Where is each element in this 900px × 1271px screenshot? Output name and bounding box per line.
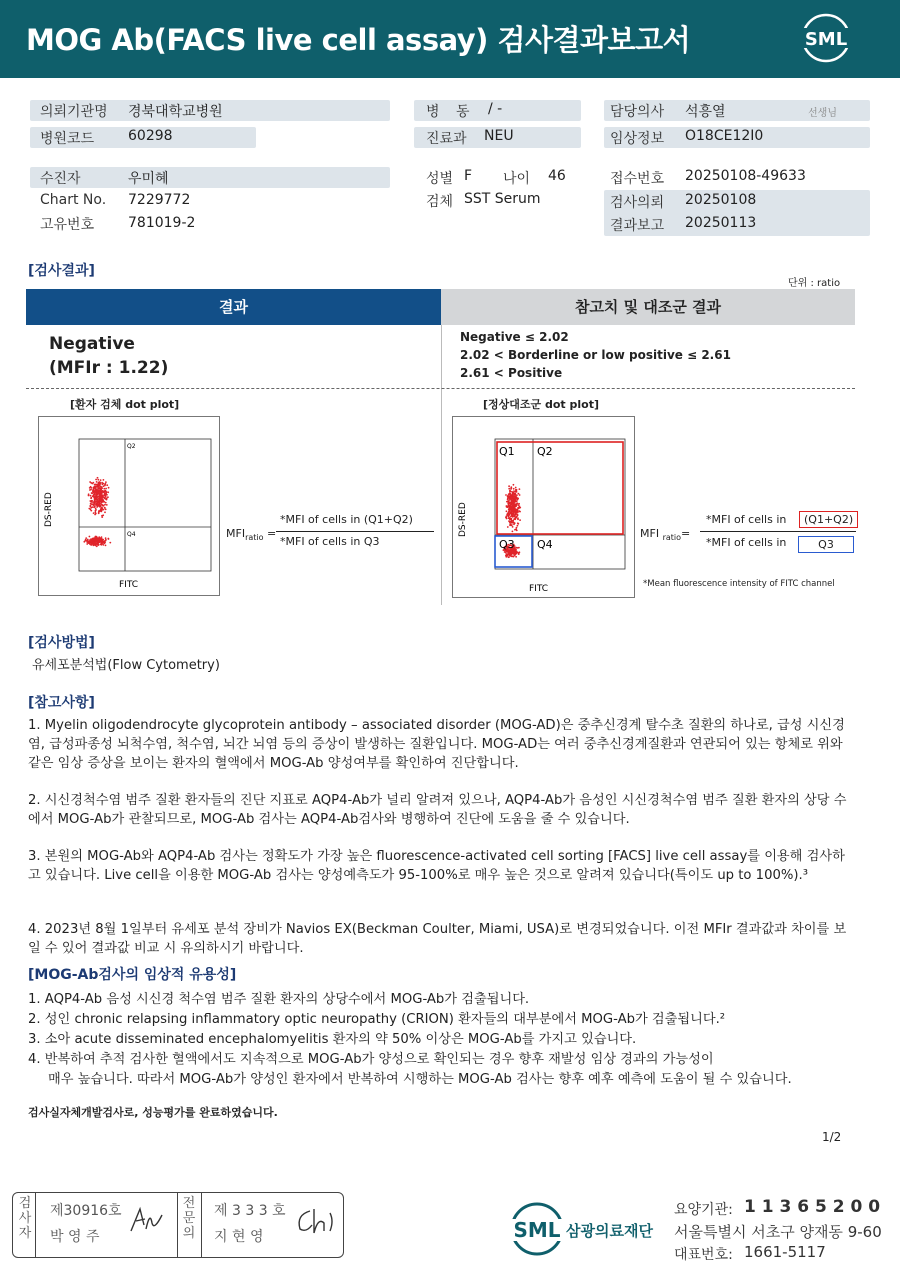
sml-footer-logo-icon <box>508 1200 566 1258</box>
scatter-dot <box>511 497 513 499</box>
scatter-dot <box>89 505 91 507</box>
scatter-dot <box>515 513 517 515</box>
scatter-dot <box>515 504 517 506</box>
mfi-denominator: *MFI of cells in Q3 <box>280 535 380 548</box>
scatter-dot <box>510 505 512 507</box>
scatter-dot <box>90 510 92 512</box>
doctor-value: 석흥열 <box>685 104 726 120</box>
scatter-dot <box>84 540 86 542</box>
scatter-dot <box>508 520 510 522</box>
scatter-dot <box>103 483 105 485</box>
dept-label: 진료과 <box>426 131 467 147</box>
report-title: MOG Ab(FACS live cell assay) 검사결과보고서 <box>26 23 691 57</box>
reference-borderline: 2.02 < Borderline or low positive ≤ 2.61 <box>460 348 731 362</box>
page-number: 1/2 <box>822 1130 842 1144</box>
scatter-dot <box>516 527 518 529</box>
examiner-no: 제30916호 <box>50 1203 122 1219</box>
scatter-dot <box>512 520 514 522</box>
clinical-value: O18CE12I0 <box>685 128 764 144</box>
reference-column-header: 참고치 및 대조군 결과 <box>441 289 855 325</box>
scatter-dot <box>103 485 105 487</box>
scatter-dot <box>507 513 509 515</box>
sex-label: 성별 <box>426 171 454 187</box>
scatter-dot <box>514 553 516 555</box>
scatter-dot <box>97 496 99 498</box>
scatter-dot <box>96 499 98 501</box>
scatter-dot <box>509 497 511 499</box>
scatter-dot <box>104 511 106 513</box>
scatter-dot <box>104 507 106 509</box>
sml-logo-icon <box>798 12 854 64</box>
control-plot-title: [정상대조군 dot plot] <box>483 398 599 411</box>
scatter-dot <box>101 486 103 488</box>
scatter-dot <box>106 504 108 506</box>
scatter-dot <box>88 508 90 510</box>
mfi-formula-label-2: MFI $_{ratio}$= <box>640 527 691 543</box>
scatter-dot <box>94 490 96 492</box>
scatter-dot <box>514 522 516 524</box>
mfi-fraction-line-2 <box>700 531 856 532</box>
svg-text:SML: SML <box>804 29 848 50</box>
utility-item-4b: 매우 높습니다. 따라서 MOG-Ab가 양성인 환자에서 반복하여 시행하는 MOG-Ab 검사는 향후 예후 예측에 도움이 될 수 있습니다. <box>48 1072 792 1087</box>
scatter-dot <box>93 543 95 545</box>
scatter-dot <box>105 539 107 541</box>
utility-heading: [MOG-Ab검사의 임상적 유용성] <box>28 967 237 983</box>
scatter-dot <box>96 540 98 542</box>
mfi-numerator-box: (Q1+Q2) <box>799 511 858 528</box>
result-status: Negative <box>49 334 135 354</box>
specimen-label: 검체 <box>426 194 454 210</box>
scatter-dot <box>97 487 99 489</box>
scatter-dot <box>106 484 108 486</box>
scatter-dot <box>508 488 510 490</box>
scatter-dot <box>90 486 92 488</box>
scatter-dot <box>105 502 107 504</box>
scatter-dot <box>515 517 517 519</box>
scatter-dot <box>517 502 519 504</box>
receipt-value: 20250108-49633 <box>685 168 806 184</box>
scatter-dot <box>516 491 518 493</box>
scatter-dot <box>505 552 507 554</box>
scatter-dot <box>89 489 91 491</box>
scatter-dot <box>105 488 107 490</box>
scatter-dot <box>506 515 508 517</box>
scatter-dot <box>518 503 520 505</box>
result-column-header: 결과 <box>26 289 441 325</box>
result-heading: [검사결과] <box>28 263 95 279</box>
scatter-dot <box>85 537 87 539</box>
method-text: 유세포분석법(Flow Cytometry) <box>32 658 220 673</box>
utility-item-3: 3. 소아 acute disseminated encephalomyelitis 환자의 약 50% 이상은 MOG-Ab를 가지고 있습니다. <box>28 1032 637 1047</box>
scatter-dot <box>86 543 88 545</box>
scatter-dot <box>109 542 111 544</box>
svg-text:Q4: Q4 <box>127 531 136 538</box>
scatter-dot <box>97 492 99 494</box>
scatter-dot <box>105 481 107 483</box>
report-value: 20250113 <box>685 215 757 231</box>
code-value: 60298 <box>128 128 173 144</box>
scatter-dot <box>514 518 516 520</box>
request-label: 검사의뢰 <box>610 195 665 211</box>
scatter-dot <box>100 510 102 512</box>
scatter-dot <box>92 503 94 505</box>
scatter-dot <box>518 506 520 508</box>
scatter-dot <box>510 555 512 557</box>
scatter-dot <box>514 507 516 509</box>
control-dot-plot-svg <box>453 417 636 599</box>
scatter-dot <box>90 544 92 546</box>
scatter-dot <box>95 536 97 538</box>
scatter-dot <box>507 526 509 528</box>
scatter-dot <box>517 517 519 519</box>
specialist-name: 지 현 영 <box>214 1229 264 1245</box>
scatter-dot <box>89 541 91 543</box>
scatter-dot <box>506 554 508 556</box>
request-value: 20250108 <box>685 192 757 208</box>
scatter-dot <box>95 479 97 481</box>
scatter-dot <box>97 477 99 479</box>
scatter-dot <box>94 484 96 486</box>
scatter-dot <box>90 495 92 497</box>
scatter-dot <box>93 541 95 543</box>
scatter-dot <box>516 530 518 532</box>
result-dashed-divider <box>26 388 855 389</box>
scatter-dot <box>513 516 515 518</box>
scatter-dot <box>100 507 102 509</box>
scatter-dot <box>105 493 107 495</box>
scatter-dot <box>89 536 91 538</box>
scatter-dot <box>104 504 106 506</box>
org-name: 삼광의료재단 <box>566 1222 653 1240</box>
scatter-dot <box>87 540 89 542</box>
scatter-dot <box>512 526 514 528</box>
scatter-dot <box>90 497 92 499</box>
scatter-dot <box>519 511 521 513</box>
doctor-label: 담당의사 <box>610 104 665 120</box>
scatter-dot <box>102 498 104 500</box>
scatter-dot <box>105 545 107 547</box>
scatter-dot <box>519 494 521 496</box>
scatter-dot <box>506 510 508 512</box>
scatter-dot <box>505 494 507 496</box>
ward-value: / - <box>488 101 503 117</box>
phone-label: 대표번호: <box>674 1247 733 1263</box>
chart-value: 7229772 <box>128 192 191 208</box>
result-column-divider <box>441 325 442 605</box>
scatter-dot <box>506 505 508 507</box>
examiner-signature-icon <box>128 1205 164 1235</box>
notes-heading: [참고사항] <box>28 695 95 711</box>
chart-label: Chart No. <box>40 192 107 208</box>
specialist-label: 전문의 <box>182 1196 196 1241</box>
scatter-dot <box>90 503 92 505</box>
scatter-dot <box>97 543 99 545</box>
scatter-dot <box>94 505 96 507</box>
scatter-dot <box>515 556 517 558</box>
scatter-dot <box>106 491 108 493</box>
scatter-dot <box>108 538 110 540</box>
scatter-dot <box>511 551 513 553</box>
scatter-dot <box>99 481 101 483</box>
reference-positive: 2.61 < Positive <box>460 366 563 380</box>
utility-item-1: 1. AQP4-Ab 음성 시신경 척수염 범주 질환 환자의 상당수에서 MOG-Ab가 검출됩니다. <box>28 992 530 1007</box>
scatter-dot <box>512 522 514 524</box>
scatter-dot <box>105 537 107 539</box>
scatter-dot <box>102 544 104 546</box>
svg-text:Q1: Q1 <box>499 445 515 458</box>
clinical-label: 임상정보 <box>610 131 665 147</box>
scatter-dot <box>93 494 95 496</box>
hospital-value: 경북대학교병원 <box>128 104 223 120</box>
scatter-dot <box>96 481 98 483</box>
scatter-dot <box>509 491 511 493</box>
mfi-denominator-box: Q3 <box>798 536 854 553</box>
scatter-dot <box>102 496 104 498</box>
scatter-dot <box>509 493 511 495</box>
scatter-dot <box>108 487 110 489</box>
scatter-dot <box>98 512 100 514</box>
scatter-dot <box>508 485 510 487</box>
mfi-footnote: *Mean fluorescence intensity of FITC channel <box>643 579 835 589</box>
note-3: 3. 본원의 MOG-Ab와 AQP4-Ab 검사는 정확도가 가장 높은 fluorescence-activated cell sorting [FACS] live cell assay를 이용해 검사하 고 있습니다. Live cell을 이용한 MOG-Ab 검사는 양성예측도가 95-100%로 매우 높은 것으로 알려져 있습니다(특이도 up to 100%).³ <box>28 849 845 883</box>
unit-label: 단위 : ratio <box>788 278 841 289</box>
note-1: 1. Myelin oligodendrocyte glycoprotein antibody – associated disorder (MOG-AD)은 중추신경계 탈수초 질환의 하나로, 급성 시신경염, 급성파종성 뇌척수염, 척수염, 뇌간 뇌염 등의 증상이 발생하는 질환입니다. MOG-AD는 여러 중추신경계질환과 연관되어 있는 항체로 위와 같은 임상 증상을 보이는 환자의 혈액에서 MOG-Ab 양성여부를 확인하여 진단합니다. <box>28 718 845 771</box>
scatter-dot <box>507 497 509 499</box>
address: 서울특별시 서초구 양재동 9-60 <box>674 1223 882 1241</box>
scatter-dot <box>99 499 101 501</box>
scatter-dot <box>511 503 513 505</box>
scatter-dot <box>94 500 96 502</box>
scatter-dot <box>512 509 514 511</box>
scatter-dot <box>89 481 91 483</box>
scatter-dot <box>516 547 518 549</box>
scatter-dot <box>510 521 512 523</box>
scatter-dot <box>100 479 102 481</box>
scatter-dot <box>518 553 520 555</box>
scatter-dot <box>95 513 97 515</box>
patient-plot-title: [환자 검체 dot plot] <box>70 398 180 411</box>
scatter-dot <box>515 487 517 489</box>
scatter-dot <box>90 507 92 509</box>
scatter-dot <box>93 538 95 540</box>
mfi-fraction-line <box>276 531 434 532</box>
note-4: 4. 2023년 8월 1일부터 유세포 분석 장비가 Navios EX(Beckman Coulter, Miami, USA)로 변경되었습니다. 이전 MFIr 결과값과 차이를 보일 수 있어 결과값 비교 시 유의하시기 바랍니다. <box>28 922 847 956</box>
scatter-dot <box>516 551 518 553</box>
scatter-dot <box>511 515 513 517</box>
scatter-dot <box>93 512 95 514</box>
svg-text:Q2: Q2 <box>537 445 553 458</box>
mfi-formula-label: $MFI_{ratio}$ = <box>226 527 277 543</box>
scatter-dot <box>107 496 109 498</box>
scatter-dot <box>515 494 517 496</box>
care-label: 요양기관: <box>674 1202 733 1218</box>
scatter-dot <box>94 488 96 490</box>
scatter-dot <box>513 490 515 492</box>
scatter-dot <box>98 489 100 491</box>
scatter-dot <box>512 493 514 495</box>
scatter-dot <box>97 479 99 481</box>
scatter-dot <box>514 501 516 503</box>
scatter-dot <box>519 488 521 490</box>
specialist-signature-icon <box>294 1205 338 1237</box>
scatter-dot <box>100 489 102 491</box>
scatter-dot <box>107 491 109 493</box>
scatter-dot <box>516 497 518 499</box>
patient-row-bg <box>30 167 390 188</box>
ward-label: 병 동 <box>426 104 476 120</box>
scatter-dot <box>95 501 97 503</box>
receipt-label: 접수번호 <box>610 171 665 187</box>
age-value: 46 <box>548 168 566 184</box>
scatter-dot <box>513 484 515 486</box>
scatter-dot <box>517 525 519 527</box>
scatter-dot <box>511 501 513 503</box>
scatter-dot <box>517 522 519 524</box>
scatter-dot <box>97 504 99 506</box>
scatter-dot <box>105 483 107 485</box>
svg-text:DS-RED: DS-RED <box>458 502 468 537</box>
scatter-dot <box>508 505 510 507</box>
svg-text:Q4: Q4 <box>537 538 553 551</box>
examiner-name: 박 영 주 <box>50 1229 100 1245</box>
scatter-dot <box>94 544 96 546</box>
scatter-dot <box>91 500 93 502</box>
svg-text:FITC: FITC <box>119 580 139 590</box>
doctor-suffix: 선생님 <box>808 108 837 119</box>
scatter-dot <box>91 483 93 485</box>
scatter-dot <box>102 501 104 503</box>
scatter-dot <box>514 529 516 531</box>
scatter-dot <box>508 556 510 558</box>
scatter-dot <box>514 551 516 553</box>
specimen-value: SST Serum <box>464 191 541 207</box>
scatter-dot <box>512 531 514 533</box>
uid-label: 고유번호 <box>40 217 95 233</box>
scatter-dot <box>100 492 102 494</box>
scatter-dot <box>508 503 510 505</box>
scatter-dot <box>519 519 521 521</box>
report-label: 결과보고 <box>610 218 665 234</box>
specialist-no: 제 3 3 3 호 <box>214 1203 286 1219</box>
scatter-dot <box>518 547 520 549</box>
scatter-dot <box>102 514 104 516</box>
scatter-dot <box>518 493 520 495</box>
report-header <box>0 0 900 78</box>
reference-negative: Negative ≤ 2.02 <box>460 330 569 344</box>
scatter-dot <box>101 543 103 545</box>
scatter-dot <box>508 495 510 497</box>
scatter-dot <box>103 542 105 544</box>
scatter-dot <box>98 497 100 499</box>
scatter-dot <box>94 499 96 501</box>
patient-dot-plot <box>38 416 220 596</box>
scatter-dot <box>106 499 108 501</box>
scatter-dot <box>99 502 101 504</box>
patient-label: 수진자 <box>40 171 81 187</box>
scatter-dot <box>509 513 511 515</box>
sex-value: F <box>464 168 473 184</box>
patient-dot-plot-svg <box>39 417 221 597</box>
care-number: 1 1 3 6 5 2 0 0 <box>744 1197 881 1217</box>
phone-number: 1661-5117 <box>744 1243 826 1261</box>
patient-value: 우미혜 <box>128 171 169 187</box>
scatter-dot <box>103 479 105 481</box>
dept-value: NEU <box>484 128 514 144</box>
scatter-dot <box>511 524 513 526</box>
scatter-dot <box>99 539 101 541</box>
scatter-dot <box>515 496 517 498</box>
scatter-dot <box>102 539 104 541</box>
scatter-dot <box>516 509 518 511</box>
method-heading: [검사방법] <box>28 635 95 651</box>
utility-item-4a: 4. 반복하여 추적 검사한 혈액에서도 지속적으로 MOG-Ab가 양성으로 확인되는 경우 향후 재발성 임상 경과의 가능성이 <box>28 1052 714 1067</box>
scatter-dot <box>513 513 515 515</box>
scatter-dot <box>513 488 515 490</box>
scatter-dot <box>517 513 519 515</box>
scatter-dot <box>505 556 507 558</box>
svg-text:FITC: FITC <box>529 584 549 594</box>
scatter-dot <box>104 497 106 499</box>
svg-text:Q2: Q2 <box>127 443 136 450</box>
svg-text:Q3: Q3 <box>499 538 515 551</box>
svg-text:SML: SML <box>513 1218 561 1242</box>
scatter-dot <box>510 487 512 489</box>
examiner-label: 검사자 <box>18 1196 32 1241</box>
scatter-dot <box>102 505 104 507</box>
code-label: 병원코드 <box>40 131 95 147</box>
mfi-numerator: *MFI of cells in (Q1+Q2) <box>280 513 413 526</box>
scatter-dot <box>508 552 510 554</box>
svg-text:DS-RED: DS-RED <box>44 492 54 527</box>
scatter-dot <box>510 495 512 497</box>
result-mfir: (MFIr : 1.22) <box>49 358 169 378</box>
scatter-dot <box>95 509 97 511</box>
scatter-dot <box>508 516 510 518</box>
scatter-dot <box>508 493 510 495</box>
uid-value: 781019-2 <box>128 215 196 231</box>
mfi-denominator-2: *MFI of cells in <box>706 536 787 549</box>
scatter-dot <box>105 495 107 497</box>
scatter-dot <box>99 504 101 506</box>
scatter-dot <box>101 509 103 511</box>
scatter-dot <box>88 495 90 497</box>
scatter-dot <box>86 541 88 543</box>
mfi-numerator-2: *MFI of cells in <box>706 513 787 526</box>
utility-item-2: 2. 성인 chronic relapsing inflammatory optic neuropathy (CRION) 환자들의 대부분에서 MOG-Ab가 검출됩니다.² <box>28 1012 726 1027</box>
scatter-dot <box>510 518 512 520</box>
hospital-label: 의뢰기관명 <box>40 104 108 120</box>
scatter-dot <box>103 488 105 490</box>
note-2: 2. 시신경척수염 범주 질환 환자들의 진단 지표로 AQP4-Ab가 널리 알려져 있으나, AQP4-Ab가 음성인 시신경척수염 범주 질환 환자의 상당 수에서 MOG-Ab가 관찰되므로, MOG-Ab 검사는 AQP4-Ab검사와 병행하여 진단에 도움을 줄 수 있습니다. <box>28 793 847 827</box>
scatter-dot <box>102 490 104 492</box>
age-label: 나이 <box>503 171 531 187</box>
control-dot-plot <box>452 416 635 598</box>
disclaimer: 검사실자체개발검사로, 성능평가를 완료하였습니다. <box>28 1106 278 1119</box>
scatter-dot <box>94 540 96 542</box>
